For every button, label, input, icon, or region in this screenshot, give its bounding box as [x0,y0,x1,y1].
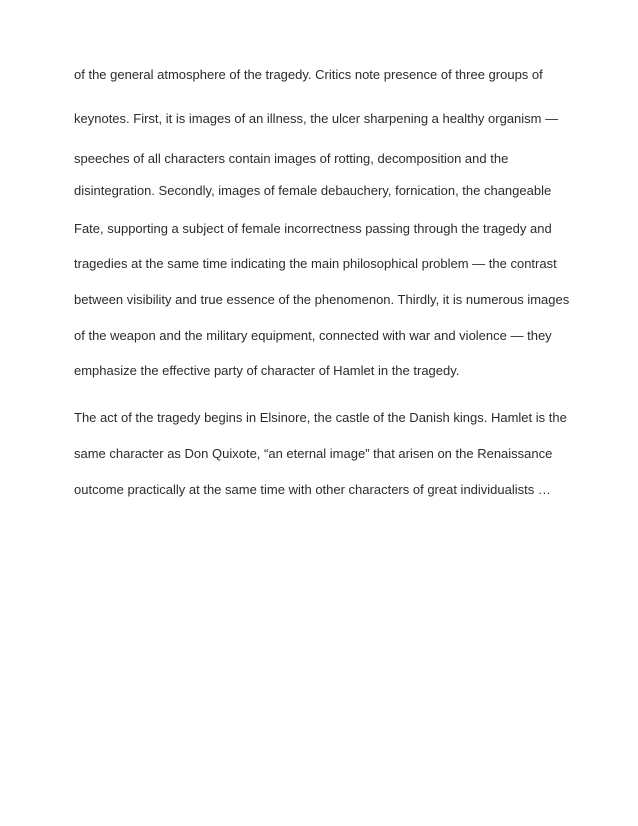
text-line: keynotes. First, it is images of an illness, the ulcer sharpening a healthy organism — [74,111,559,126]
text-line: of the weapon and the military equipment, connected with war and violence — they [74,328,552,343]
text-line: The act of the tragedy begins in Elsinore, the castle of the Danish kings. Hamlet is the [74,410,567,425]
text-line: same character as Don Quixote, “an eternal image” that arisen on the Renaissance [74,446,553,461]
text-line: of the general atmosphere of the tragedy. Critics note presence of three groups of [74,67,543,82]
text-line: Fate, supporting a subject of female incorrectness passing through the tragedy and [74,221,552,236]
text-line: disintegration. Secondly, images of female debauchery, fornication, the changeable [74,183,552,198]
text-line: between visibility and true essence of the phenomenon. Thirdly, it is numerous images [74,292,570,307]
text-line: tragedies at the same time indicating the main philosophical problem — the contrast [74,256,557,271]
text-line: outcome practically at the same time with other characters of great individualists … [74,482,551,497]
text-line: speeches of all characters contain images of rotting, decomposition and the [74,151,509,166]
text-line: emphasize the effective party of character of Hamlet in the tragedy. [74,363,460,378]
